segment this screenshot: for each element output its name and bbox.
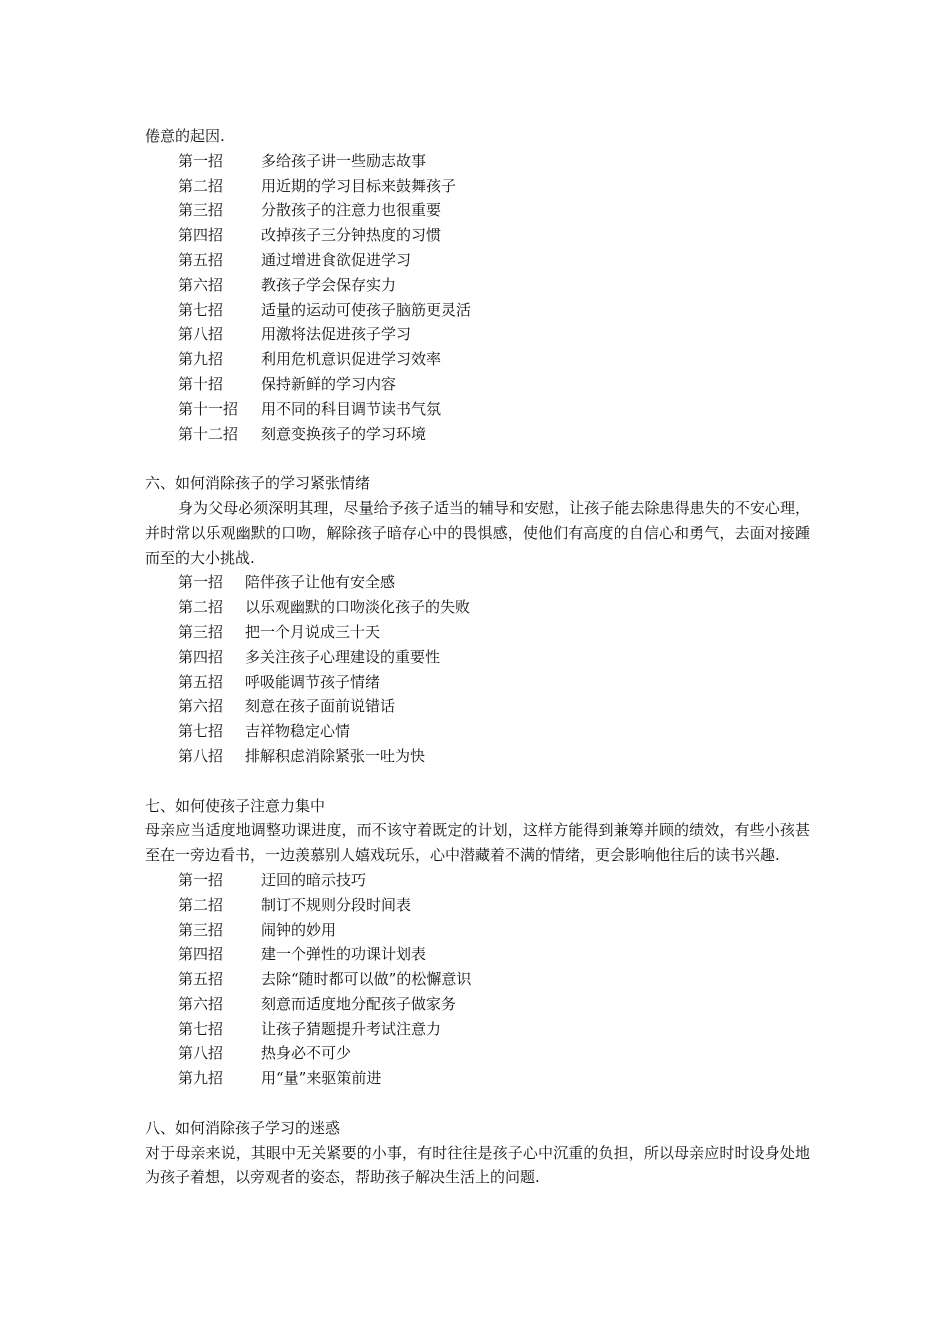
item-number: 第一招 bbox=[178, 151, 224, 170]
item-text: 利用危机意识促进学习效率 bbox=[261, 350, 442, 369]
list-item bbox=[145, 1017, 810, 1042]
item-text: 用激将法促进孩子学习 bbox=[261, 325, 412, 344]
item-number: 第七招 bbox=[178, 722, 224, 741]
list-item bbox=[145, 1041, 810, 1066]
spacer bbox=[145, 1091, 810, 1116]
item-text: 建一个弹性的功课计划表 bbox=[261, 945, 427, 964]
item-number: 第四招 bbox=[178, 647, 224, 666]
item-number: 第八招 bbox=[178, 746, 224, 765]
item-number: 第八招 bbox=[178, 325, 224, 344]
spacer bbox=[145, 446, 810, 471]
list-item bbox=[145, 248, 810, 273]
list-item bbox=[145, 174, 810, 199]
item-number: 第五招 bbox=[178, 672, 224, 691]
item-text: 教孩子学会保存实力 bbox=[261, 275, 397, 294]
list-item bbox=[145, 992, 810, 1017]
section6-list bbox=[145, 570, 810, 768]
list-item bbox=[145, 694, 810, 719]
item-number: 第六招 bbox=[178, 994, 224, 1013]
item-number: 第八招 bbox=[178, 1044, 224, 1063]
list-item bbox=[145, 670, 810, 695]
item-number: 第三招 bbox=[178, 920, 224, 939]
list-item bbox=[145, 1066, 810, 1091]
spacer bbox=[145, 769, 810, 794]
list-item bbox=[145, 719, 810, 744]
item-text: 刻意在孩子面前说错话 bbox=[245, 697, 396, 716]
section7-heading: 七、如何使孩子注意力集中 bbox=[145, 796, 326, 815]
item-text: 改掉孩子三分钟热度的习惯 bbox=[261, 226, 442, 245]
section8-heading: 八、如何消除孩子学习的迷惑 bbox=[145, 1118, 341, 1137]
item-text: 适量的运动可使孩子脑筋更灵活 bbox=[261, 300, 472, 319]
item-text: 用“量”来驱策前进 bbox=[261, 1069, 382, 1088]
item-text: 分散孩子的注意力也很重要 bbox=[261, 201, 442, 220]
item-text: 让孩子猜题提升考试注意力 bbox=[261, 1019, 442, 1038]
item-text: 去除“随时都可以做”的松懈意识 bbox=[261, 970, 472, 989]
list-item bbox=[145, 422, 810, 447]
list-item bbox=[145, 372, 810, 397]
list-item bbox=[145, 347, 810, 372]
list-item bbox=[145, 397, 810, 422]
list-item bbox=[145, 223, 810, 248]
item-number: 第三招 bbox=[178, 201, 224, 220]
list-item bbox=[145, 273, 810, 298]
item-text: 呼吸能调节孩子情绪 bbox=[245, 672, 381, 691]
item-text: 迂回的暗示技巧 bbox=[261, 870, 367, 889]
document-page bbox=[145, 124, 810, 1190]
item-number: 第四招 bbox=[178, 945, 224, 964]
section6-paragraph: 身为父母必须深明其理，尽量给予孩子适当的辅导和安慰，让孩子能去除患得患失的不安心理，并时常以乐观幽默的口吻，解除孩子暗存心中的畏惧感，使他们有高度的自信心和勇气，去面对接踵而至的大小挑战. bbox=[145, 498, 810, 567]
item-text: 把一个月说成三十天 bbox=[245, 622, 381, 641]
item-text: 用不同的科目调节读书气氛 bbox=[261, 399, 442, 418]
item-number: 第九招 bbox=[178, 1069, 224, 1088]
item-number: 第二招 bbox=[178, 598, 224, 617]
section7-list bbox=[145, 868, 810, 1091]
list-item bbox=[145, 645, 810, 670]
item-number: 第十招 bbox=[178, 374, 224, 393]
section6-heading: 六、如何消除孩子的学习紧张情绪 bbox=[145, 474, 371, 493]
intro-line: 倦意的起因. bbox=[145, 127, 225, 145]
item-text: 热身必不可少 bbox=[261, 1044, 352, 1063]
item-number: 第十二招 bbox=[178, 424, 239, 443]
item-number: 第一招 bbox=[178, 870, 224, 889]
item-text: 用近期的学习目标来鼓舞孩子 bbox=[261, 176, 457, 195]
list-item bbox=[145, 967, 810, 992]
list-item bbox=[145, 298, 810, 323]
list-item bbox=[145, 868, 810, 893]
item-text: 多关注孩子心理建设的重要性 bbox=[245, 647, 441, 666]
item-number: 第二招 bbox=[178, 176, 224, 195]
list-item bbox=[145, 942, 810, 967]
item-text: 通过增进食欲促进学习 bbox=[261, 250, 412, 269]
list-item bbox=[145, 595, 810, 620]
list-item bbox=[145, 198, 810, 223]
item-number: 第四招 bbox=[178, 226, 224, 245]
item-text: 闹钟的妙用 bbox=[261, 920, 337, 939]
list-item bbox=[145, 744, 810, 769]
item-text: 陪伴孩子让他有安全感 bbox=[245, 573, 396, 592]
list-item bbox=[145, 149, 810, 174]
item-number: 第五招 bbox=[178, 970, 224, 989]
item-number: 第三招 bbox=[178, 622, 224, 641]
item-text: 以乐观幽默的口吻淡化孩子的失败 bbox=[245, 598, 471, 617]
item-text: 排解积虑消除紧张一吐为快 bbox=[245, 746, 426, 765]
list-item bbox=[145, 570, 810, 595]
item-text: 制订不规则分段时间表 bbox=[261, 895, 412, 914]
item-text: 刻意而适度地分配孩子做家务 bbox=[261, 994, 457, 1013]
list-item bbox=[145, 620, 810, 645]
list-item bbox=[145, 893, 810, 918]
item-number: 第六招 bbox=[178, 275, 224, 294]
item-number: 第二招 bbox=[178, 895, 224, 914]
item-number: 第五招 bbox=[178, 250, 224, 269]
list-item bbox=[145, 322, 810, 347]
section7-paragraph: 母亲应当适度地调整功课进度，而不该守着既定的计划，这样方能得到兼筹并顾的绩效，有些小孩甚至在一旁边看书，一边羡慕别人嬉戏玩乐，心中潜藏着不满的情绪，更会影响他往后的读书兴趣. bbox=[145, 821, 810, 865]
section5-list bbox=[145, 149, 810, 447]
item-number: 第九招 bbox=[178, 350, 224, 369]
item-text: 刻意变换孩子的学习环境 bbox=[261, 424, 427, 443]
item-number: 第六招 bbox=[178, 697, 224, 716]
list-item bbox=[145, 918, 810, 943]
item-number: 第七招 bbox=[178, 300, 224, 319]
item-text: 多给孩子讲一些励志故事 bbox=[261, 151, 427, 170]
item-text: 吉祥物稳定心情 bbox=[245, 722, 351, 741]
section8-paragraph: 对于母亲来说，其眼中无关紧要的小事，有时往往是孩子心中沉重的负担，所以母亲应时时设身处地为孩子着想，以旁观者的姿态，帮助孩子解决生活上的问题. bbox=[145, 1143, 810, 1187]
item-number: 第一招 bbox=[178, 573, 224, 592]
item-text: 保持新鲜的学习内容 bbox=[261, 374, 397, 393]
item-number: 第十一招 bbox=[178, 399, 239, 418]
item-number: 第七招 bbox=[178, 1019, 224, 1038]
